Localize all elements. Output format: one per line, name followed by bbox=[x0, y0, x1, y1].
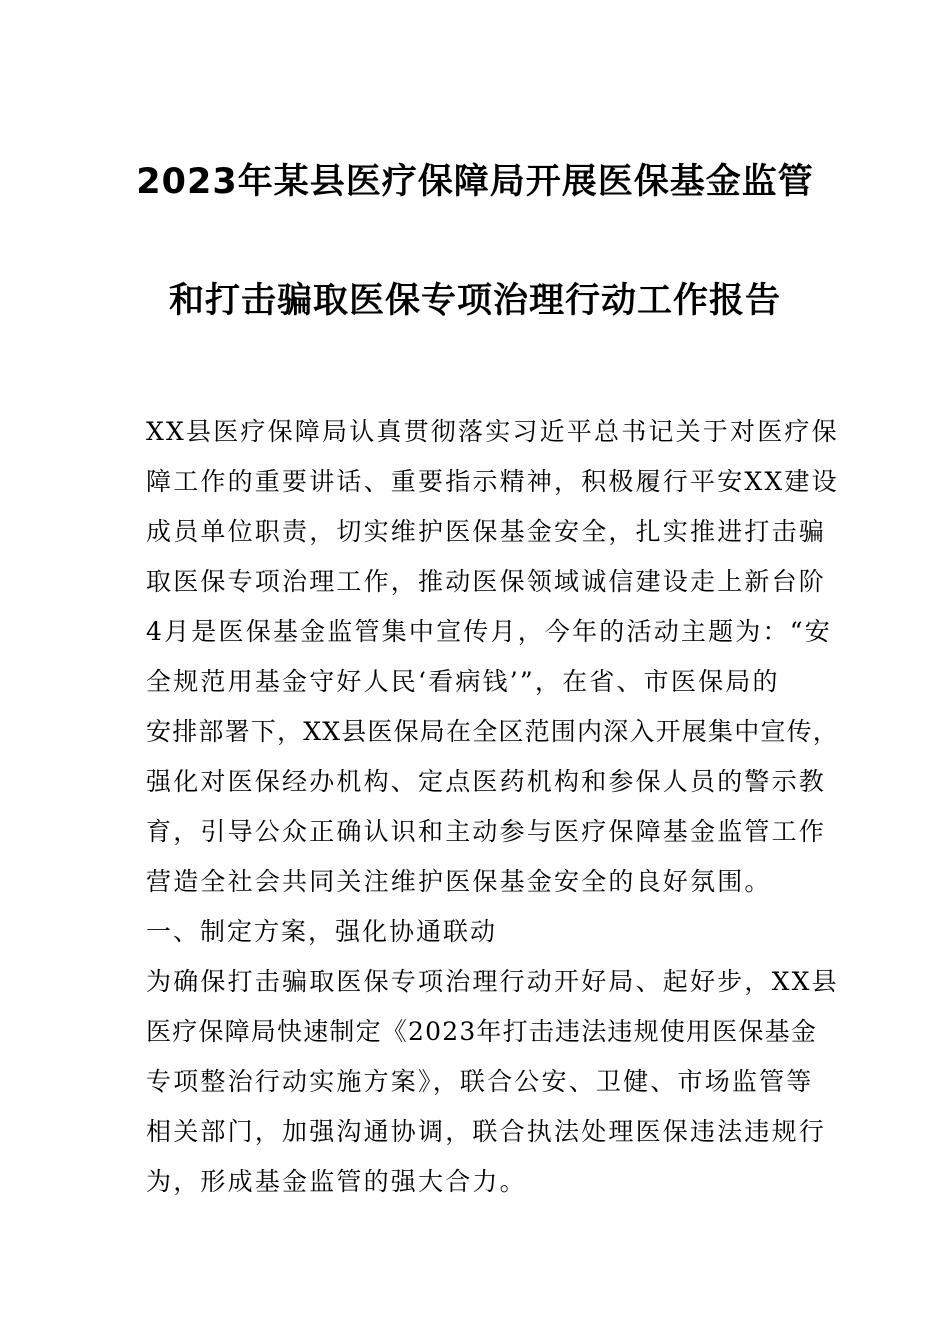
document-title-line-1: 2023年某县医疗保障局开展医保基金监管 bbox=[136, 162, 814, 202]
section-heading: 一、制定方案，强化协通联动 bbox=[146, 917, 498, 946]
body-line: 为，形成基金监管的强大合力。 bbox=[146, 1167, 527, 1196]
body-line: 相关部门，加强沟通协调，联合执法处理医保违法违规行 bbox=[146, 1117, 827, 1146]
body-line: 取医保专项治理工作，推动医保领域诚信建设走上新台阶 bbox=[146, 567, 827, 596]
body-line: 为确保打击骗取医保专项治理行动开好局、起好步，XX县 bbox=[146, 967, 839, 996]
body-line: 专项整治行动实施方案》，联合公安、卫健、市场监管等 bbox=[146, 1067, 814, 1096]
body-line: 育，引导公众正确认识和主动参与医疗保障基金监管工作 bbox=[146, 817, 827, 846]
body-line: XX县医疗保障局认真贯彻落实习近平总书记关于对医疗保 bbox=[146, 417, 839, 446]
body-line: 4月是医保基金监管集中宣传月，今年的活动主题为：“安 bbox=[146, 617, 832, 646]
body-line: 成员单位职责，切实维护医保基金安全，扎实推进打击骗 bbox=[146, 517, 827, 546]
body-line: 强化对医保经办机构、定点医药机构和参保人员的警示教 bbox=[146, 767, 827, 796]
body-line: 医疗保障局快速制定《2023年打击违法违规使用医保基金 bbox=[146, 1017, 818, 1046]
document-title-line-2: 和打击骗取医保专项治理行动工作报告 bbox=[168, 281, 781, 321]
body-line: 全规范用基金守好人民‘看病钱’”，在省、市医保局的 bbox=[146, 667, 780, 696]
body-line: 障工作的重要讲话、重要指示精神，积极履行平安XX建设 bbox=[146, 467, 839, 496]
body-line: 营造全社会共同关注维护医保基金安全的良好氛围。 bbox=[146, 867, 772, 896]
document-body bbox=[146, 407, 839, 1207]
body-line: 安排部署下，XX县医保局在全区范围内深入开展集中宣传， bbox=[146, 717, 839, 746]
